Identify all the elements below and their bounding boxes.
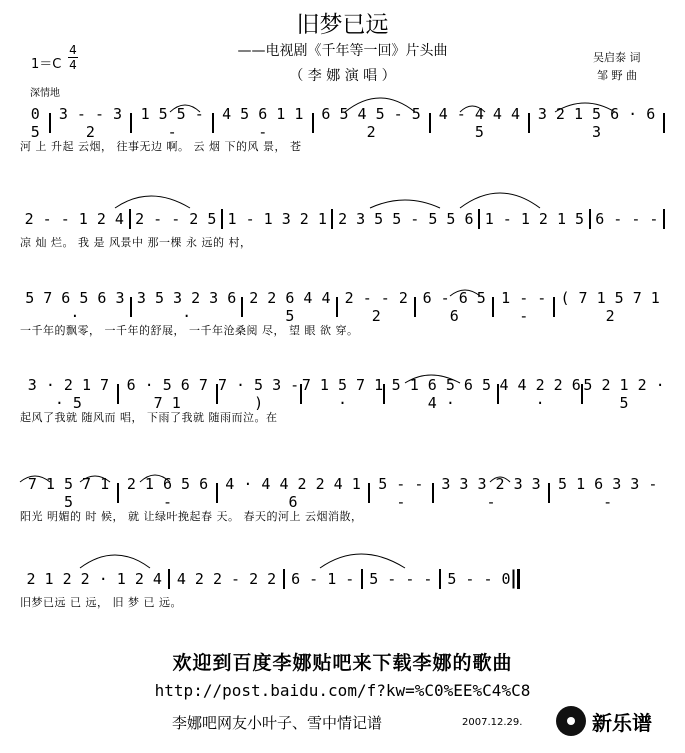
measure: 7 1 5 7 1 5 xyxy=(27,475,110,511)
measure: 3 5 3 2 3 6 · xyxy=(136,289,237,325)
measure: 5 1 6 5 6 5 4 · xyxy=(391,376,491,412)
singer-credit: （ 李 娜 演 唱 ） xyxy=(289,68,396,84)
measure: 3 · 2 1 7 · 5 xyxy=(27,376,110,412)
key-signature: 1＝C xyxy=(31,57,62,72)
lyrics-row: 旧梦已远 已 远， 旧 梦 已 远。 xyxy=(20,596,182,609)
measure: 5 - - 0 xyxy=(447,570,511,588)
measure: 4 5 6 1 1 - xyxy=(222,105,304,141)
measure: 6 - - - xyxy=(595,210,659,228)
song-title: 旧梦已远 xyxy=(296,12,389,38)
time-signature-top: 4 xyxy=(69,43,77,57)
measure: 2 - - 1 2 4 xyxy=(24,210,124,228)
measure: 0 5 xyxy=(30,105,40,141)
measure: 1 - - - xyxy=(501,289,547,325)
measure: 3 - - 3 2 xyxy=(58,105,123,141)
notation-row xyxy=(20,289,665,325)
notation-row xyxy=(20,376,665,412)
measure: 6 · 5 6 7 7 1 xyxy=(126,376,208,412)
measure: 2 - - 2 5 xyxy=(135,210,217,228)
transcriber-credit: 李娜吧网友小叶子、雪中情记谱 xyxy=(172,714,383,732)
measure: 4 4 2 2 6 · xyxy=(499,376,581,412)
lyrics-row: 阳光 明媚的 时 候， 就 让绿叶挽起春 天。 春天的河上 云烟消散， xyxy=(20,510,363,523)
tempo-marking: 深情地 xyxy=(30,88,60,99)
measure: 5 1 6 3 3 - - xyxy=(558,475,658,511)
notation-row xyxy=(20,105,665,141)
forum-url[interactable]: http://post.baidu.com/f?kw=%C0%EE%C4%C8 xyxy=(154,681,531,700)
measure: 6 - 6 5 6 xyxy=(422,289,486,325)
composer-credit: 邹 野 曲 xyxy=(597,69,637,82)
measure: 6 - 1 - xyxy=(291,570,355,588)
measure: 2 2 6 4 4 5 xyxy=(249,289,331,325)
notation-row xyxy=(20,475,665,511)
measure: 4 - 4 4 4 5 xyxy=(438,105,521,141)
measure: 4 2 2 - 2 2 xyxy=(176,570,277,588)
measure: 6 5 4 5 - 5 2 xyxy=(321,105,421,141)
record-disc-icon xyxy=(556,706,586,736)
measure: 4 · 4 4 2 2 4 1 6 xyxy=(225,475,361,511)
song-subtitle: ——电视剧《千年等一回》片头曲 xyxy=(237,43,448,59)
lyrics-row: 一千年的飘零， 一千年的舒展， 一千年沧桑阅 尽， 望 眼 欲 穿。 xyxy=(20,324,359,337)
transcription-date: 2007.12.29. xyxy=(462,717,523,728)
download-banner: 欢迎到百度李娜贴吧来下载李娜的歌曲 xyxy=(172,652,513,674)
measure: 2 3 5 5 - 5 5 6 xyxy=(338,210,474,228)
measure: 5 - - - xyxy=(378,475,424,511)
measure: 5 - - - xyxy=(369,570,433,588)
site-logo xyxy=(556,706,652,736)
measure: 2 1 2 2 · 1 2 4 xyxy=(26,570,162,588)
notation-row xyxy=(20,568,520,590)
measure: 5 2 1 2 · 5 xyxy=(583,376,665,412)
lyrics-row: 起风了我就 随风而 唱， 下雨了我就 随雨而泣。在 xyxy=(20,411,278,424)
measure: 2 1 6 5 6 - xyxy=(126,475,209,511)
measure: 1 - 1 2 1 5 xyxy=(484,210,585,228)
measure: 7 1 5 7 1 · xyxy=(301,376,384,412)
measure: 5 7 6 5 6 3 · xyxy=(25,289,125,325)
time-signature-bottom: 4 xyxy=(69,58,77,72)
lyrics-row: 凉 灿 烂。 我 是 风景中 那一棵 永 远的 村， xyxy=(20,236,252,249)
measure: 1 5 5 - - xyxy=(140,105,204,141)
lyricist-credit: 吴启泰 词 xyxy=(593,51,641,64)
final-barline xyxy=(517,569,520,589)
slur-marks xyxy=(20,546,665,568)
notation-row xyxy=(20,208,665,230)
measure: ( 7 1 5 7 1 2 xyxy=(560,289,660,325)
logo-text: 新乐谱 xyxy=(592,710,652,735)
measure: 3 2 1 5 6 · 6 3 xyxy=(537,105,656,141)
measure: 2 - - 2 2 xyxy=(344,289,408,325)
slur-marks xyxy=(20,186,665,208)
measure: 3 3 3 2 3 3 - xyxy=(441,475,541,511)
measure: 7 · 5 3 - ) xyxy=(217,376,300,412)
lyrics-row: 河 上 升起 云烟， 往事无边 啊。 云 烟 下的风 景， 苍 xyxy=(20,140,302,153)
measure: 1 - 1 3 2 1 xyxy=(227,210,327,228)
time-signature xyxy=(68,44,78,71)
